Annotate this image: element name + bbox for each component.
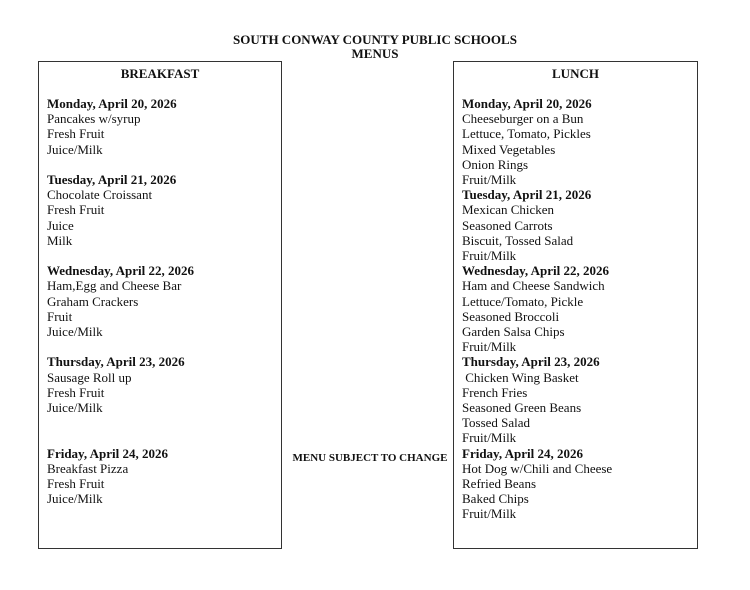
menu-item: Juice/Milk	[47, 400, 103, 416]
menu-item: Seasoned Green Beans	[462, 400, 582, 416]
menu-item: Onion Rings	[462, 156, 529, 172]
day-heading: Wednesday, April 22, 2026	[462, 263, 609, 279]
breakfast-day-wednesday	[47, 263, 277, 339]
menu-item: Fruit/Milk	[462, 248, 517, 264]
menu-item: Fruit/Milk	[462, 506, 517, 522]
breakfast-day-tuesday	[47, 172, 277, 248]
lunch-menu-box	[453, 61, 698, 549]
menu-item: Fruit/Milk	[462, 172, 517, 188]
menu-item: Juice/Milk	[47, 324, 103, 340]
day-heading: Monday, April 20, 2026	[462, 96, 592, 111]
menu-item: Fresh Fruit	[47, 476, 105, 492]
menu-item: Tossed Salad	[462, 415, 531, 431]
menu-item: Fruit	[47, 308, 73, 324]
breakfast-day-friday	[47, 446, 277, 507]
day-heading: Monday, April 20, 2026	[47, 96, 177, 111]
day-heading: Thursday, April 23, 2026	[47, 354, 185, 370]
lunch-content	[462, 96, 693, 522]
breakfast-day-monday	[47, 96, 277, 157]
menu-item: Cheeseburger on a Bun	[462, 111, 584, 127]
spacer	[47, 248, 277, 263]
spacer	[47, 157, 277, 172]
day-heading: Friday, April 24, 2026	[462, 445, 583, 461]
menu-item: Fresh Fruit	[47, 126, 105, 142]
menu-item: Chicken Wing Basket	[462, 369, 579, 385]
day-heading: Friday, April 24, 2026	[47, 445, 168, 461]
day-heading: Tuesday, April 21, 2026	[462, 187, 592, 203]
menu-item: Ham and Cheese Sandwich	[462, 278, 605, 294]
menu-item: Garden Salsa Chips	[462, 324, 565, 340]
menu-item: Fresh Fruit	[47, 384, 105, 400]
menu-item: Mixed Vegetables	[462, 141, 556, 157]
menu-item: Mexican Chicken	[462, 202, 555, 218]
day-heading: Thursday, April 23, 2026	[462, 354, 600, 370]
spacer	[47, 415, 277, 445]
day-heading: Tuesday, April 21, 2026	[47, 172, 177, 187]
day-heading: Wednesday, April 22, 2026	[47, 263, 194, 279]
spacer	[47, 339, 277, 354]
breakfast-menu-box	[38, 61, 282, 549]
lunch-day-tuesday	[462, 187, 693, 263]
menu-item: Seasoned Broccoli	[462, 308, 560, 324]
menu-item: Seasoned Carrots	[462, 217, 553, 233]
menu-item: Juice/Milk	[47, 491, 103, 507]
menu-item: Baked Chips	[462, 491, 529, 507]
menu-item: Milk	[47, 232, 73, 248]
lunch-day-friday	[462, 446, 693, 522]
menu-notice: MENU SUBJECT TO CHANGE	[292, 452, 448, 464]
lunch-day-monday	[462, 96, 693, 187]
menu-item: Fruit/Milk	[462, 430, 517, 446]
menu-item: Fruit/Milk	[462, 339, 517, 355]
menu-item: Biscuit, Tossed Salad	[462, 232, 574, 248]
menu-item: Breakfast Pizza	[47, 460, 129, 476]
school-name: SOUTH CONWAY COUNTY PUBLIC SCHOOLS	[233, 32, 517, 47]
menu-item: Chocolate Croissant	[47, 187, 153, 203]
lunch-title: LUNCH	[552, 66, 599, 81]
menu-item: Juice	[47, 217, 74, 233]
page-title: MENUS	[351, 46, 399, 61]
menu-item: Pancakes w/syrup	[47, 111, 141, 127]
menu-item: Lettuce/Tomato, Pickle	[462, 293, 584, 309]
menu-item: Lettuce, Tomato, Pickles	[462, 126, 591, 142]
menu-item: Sausage Roll up	[47, 369, 132, 385]
lunch-day-wednesday	[462, 263, 693, 354]
menu-item: Juice/Milk	[47, 141, 103, 157]
lunch-day-thursday	[462, 354, 693, 445]
breakfast-content	[47, 96, 277, 506]
menu-item: Hot Dog w/Chili and Cheese	[462, 460, 613, 476]
breakfast-day-thursday	[47, 354, 277, 415]
menu-item: Graham Crackers	[47, 293, 139, 309]
menu-item: Refried Beans	[462, 476, 537, 492]
menu-item: French Fries	[462, 384, 528, 400]
breakfast-title: BREAKFAST	[120, 66, 200, 81]
menu-item: Fresh Fruit	[47, 202, 105, 218]
menu-item: Ham,Egg and Cheese Bar	[47, 278, 182, 294]
